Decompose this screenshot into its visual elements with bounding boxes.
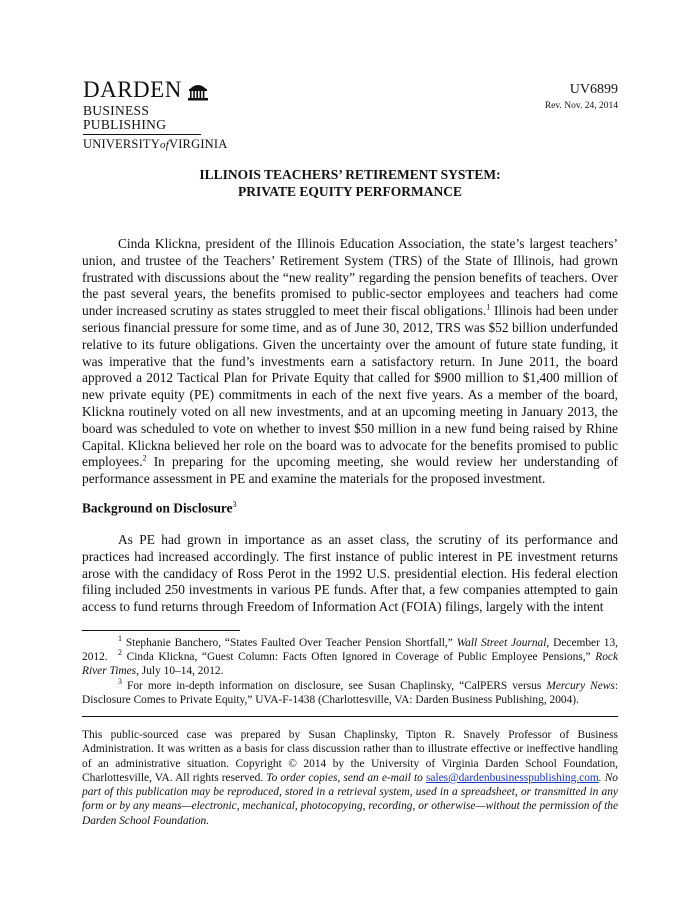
footer-divider [82,716,618,717]
rotunda-icon [187,81,209,101]
order-email-link[interactable]: sales@dardenbusinesspublishing.com [425,771,599,784]
darden-logo [83,77,228,153]
copyright-notice: This public-sourced case was prepared by Susan Chaplinsky, Tipton R. Snavely Professor of Business Administration. It was written as a basis for class discussion rather than to illustrate effective or ineffective handling of an administrative situation. Copyright © 2014 by the University of Virginia Darden School Foundation, Charlottesville, VA. All rights reserved. To order copies, send an e-mail to sales@dardenbusinesspublishing.com. No part of this publication may be reproduced, stored in a retrieval system, used in a spreadsheet, or transmitted in any form or by any means—electronic, mechanical, photocopying, recording, or otherwise—without the permission of the Darden School Foundation. [82,729,618,827]
disclosure-paragraph: As PE had grown in importance as an asset class, the scrutiny of its performance and practices had increased accordingly. The first instance of public interest in PE investment returns arose with the candidacy of Ross Perot in the 1992 U.S. presidential election. His federal election filing included 250 investments in various PE funds. After that, a few companies attempted to gain access to fund returns through Freedom of Information Act (FOIA) filings, largely with the intent [82,532,618,615]
footnote-ref-2[interactable]: 2 [142,453,147,463]
section-heading: Background on Disclosure$^3$ [82,500,237,516]
intro-paragraph: Cinda Klickna, president of the Illinois Education Association, the state’s largest teachers’ union, and trustee of the Teachers’ Retirement System (TRS) of the State of Illinois, had grown frustrated with discussions about the “new reality” regarding the pension benefits of teachers. Over the past several years, the benefits promised to public-sector employees and teachers had come under increased scrutiny as states struggled to meet their fiscal obligations.$^1$ Illinois had been under serious financial pressure for some time, and as of June 30, 2012, TRS was $52 billion underfunded relative to its future obligations. Given the uncertainty over the amount of future state funding, it was imperative that the fund’s investments earn a satisfactory return. In June 2011, the board approved a 2012 Tactical Plan for Private Equity that called for $900 million to $1,400 million of new private equity (PE) commitments in each of the next five years. As a member of the board, Klickna routinely voted on all new investments, and at an upcoming meeting in January 2013, the board was scheduled to vote on whether to invest $50 million in a new fund being raised by Rhine Capital. Klickna believed her role on the board was to advocate for the benefits promised to public employees.$^2$ In preparing for the upcoming meeting, she would review her understanding of performance assessment in PE and examine the materials for the proposed investment. [82,236,618,487]
logo-business-publishing: BUSINESS PUBLISHING [83,103,167,132]
case-id: UV6899 [569,82,618,97]
logo-university: UNIVERSITYofVIRGINIA [83,137,228,151]
logo-divider [83,134,201,135]
case-code [545,82,618,112]
footnote-ref-3[interactable]: 3 [232,500,237,509]
footnote-1: $^1$ Stephanie Banchero, “States Faulted Over Teacher Pension Shortfall,” Wall Street Journal, December 13, 2012. [82,634,618,664]
footnote-ref-1[interactable]: 1 [486,302,491,312]
footnote-3: $^3$ For more in-depth information on disclosure, see Susan Chaplinsky, “CalPERS versus Mercury News: Disclosure Comes to Private Equity,” UVA-F-1438 (Charlottesville, VA: Darden Business Publishing, 2004). [82,677,618,707]
footnote-divider [82,630,240,631]
logo-wordmark [83,79,223,101]
case-title [82,166,618,200]
revision-date: Rev. Nov. 24, 2014 [544,101,618,111]
title-line-1: ILLINOIS TEACHERS’ RETIREMENT SYSTEM: [199,167,501,182]
logo-darden-text: DARDEN [83,77,182,102]
footnote-2: $^2$ Cinda Klickna, “Guest Column: Facts Often Ignored in Coverage of Public Employee Pensions,” Rock River Times, July 10–14, 2012. [82,648,618,678]
title-line-2: PRIVATE EQUITY PERFORMANCE [237,184,462,199]
